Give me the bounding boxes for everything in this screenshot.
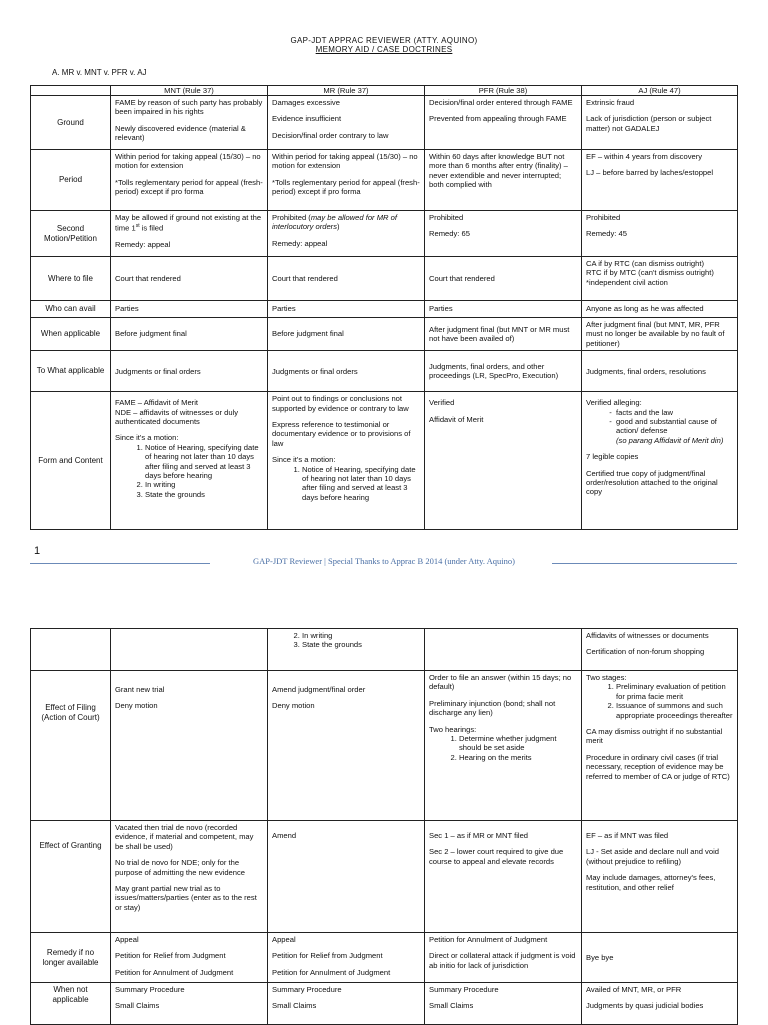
- stages-list: 1. Preliminary evaluation of petition for prima facie merit 2. Issuance of summons and such appropriate proceedings thereafter: [586, 682, 733, 720]
- cell-aj: Verified alleging: - facts and the law - good and substantial cause of action/ defense (so parang Affidavit of Merit din) 7 legible copies Certified true copy of judgment/final order/resolution attached to the original copy: [582, 392, 738, 530]
- column-header-aj: AJ (Rule 47): [582, 86, 738, 96]
- cell-mr: Prohibited (may be allowed for MR of interlocutory orders) Remedy: appeal: [268, 211, 425, 257]
- section-heading: A. MR v. MNT v. PFR v. AJ: [52, 68, 147, 77]
- column-header-pfr: PFR (Rule 38): [425, 86, 582, 96]
- cell-pfr: Verified Affidavit of Merit: [425, 392, 582, 530]
- cell-mnt: Parties: [111, 301, 268, 318]
- row-label-to-what-applicable: To What applicable: [31, 351, 111, 392]
- cell-mnt: May be allowed if ground not existing at the time 1st is filed Remedy: appeal: [111, 211, 268, 257]
- cell-mnt: Appeal Petition for Relief from Judgment Petition for Annulment of Judgment: [111, 933, 268, 983]
- cell-pfr: Summary Procedure Small Claims: [425, 983, 582, 1025]
- table-row-period: [31, 150, 738, 211]
- cell-aj: EF – as if MNT was filed LJ - Set aside and declare null and void (without prejudice to refiling) May include damages, attorney's fees, restitution, and other relief: [582, 821, 738, 933]
- cell-mr: Parties: [268, 301, 425, 318]
- table-row-second-motion: [31, 211, 738, 257]
- cell-pfr: Court that rendered: [425, 257, 582, 301]
- cell-mnt: Court that rendered: [111, 257, 268, 301]
- cell-aj: Anyone as long as he was affected: [582, 301, 738, 318]
- cell-mnt: FAME by reason of such party has probably been impaired in his rights Newly discovered evidence (material & relevant): [111, 96, 268, 150]
- allegations-list: - facts and the law - good and substantial cause of action/ defense: [586, 408, 733, 436]
- cell-mr: Damages excessive Evidence insufficient Decision/final order contrary to law: [268, 96, 425, 150]
- motion-requirements-list: 2. In writing 3. State the grounds: [272, 631, 420, 650]
- row-label-second-motion: Second Motion/Petition: [31, 211, 111, 257]
- table-header-row: [31, 86, 738, 96]
- row-label-when-not-applicable: When not applicable: [31, 983, 111, 1025]
- cell-aj: Judgments, final orders, resolutions: [582, 351, 738, 392]
- cell-pfr: Parties: [425, 301, 582, 318]
- document-subtitle: MEMORY AID / CASE DOCTRINES: [315, 45, 453, 54]
- cell-pfr: Within 60 days after knowledge BUT not more than 6 months after entry (finality) – never extendible and never interrupted; both complied with: [425, 150, 582, 211]
- cell-mr: Appeal Petition for Relief from Judgment Petition for Annulment of Judgment: [268, 933, 425, 983]
- document-title: GAP-JDT APPRAC REVIEWER (ATTY. AQUINO): [290, 36, 478, 45]
- page-number: 1: [34, 545, 41, 557]
- cell-aj: CA if by RTC (can dismiss outright) RTC if by MTC (can't dismiss outright) *independent civil action: [582, 257, 738, 301]
- cell-aj: Bye bye: [582, 933, 738, 983]
- header-empty-cell: [31, 86, 111, 96]
- table-row-form-and-content: [31, 392, 738, 530]
- cell-mnt: Vacated then trial de novo (recorded evidence, if material and competent, may be shall be used) No trial de novo for NDE; only for the purpose of admitting the new evidence May grant partial new trial as to issues/matters/parties (enter as to the rest or stay): [111, 821, 268, 933]
- row-label-period: Period: [31, 150, 111, 211]
- hearings-list: 1. Determine whether judgment should be set aside 2. Hearing on the merits: [429, 734, 577, 762]
- cell-pfr: Sec 1 – as if MR or MNT filed Sec 2 – lower court required to give due course to appeal and elevate records: [425, 821, 582, 933]
- cell-pfr: Decision/final order entered through FAME Prevented from appealing through FAME: [425, 96, 582, 150]
- cell-aj: Availed of MNT, MR, or PFR Judgments by quasi judicial bodies: [582, 983, 738, 1025]
- row-label-remedy: Remedy if no longer available: [31, 933, 111, 983]
- table-row-when-not-applicable: [31, 983, 738, 1025]
- cell-mr: Court that rendered: [268, 257, 425, 301]
- table-row-to-what-applicable: [31, 351, 738, 392]
- cell-mnt: Within period for taking appeal (15/30) – no motion for extension *Tolls reglementary period for appeal (fresh-period) except if pro forma: [111, 150, 268, 211]
- cell-pfr: [425, 629, 582, 671]
- row-label-who-can-avail: Who can avail: [31, 301, 111, 318]
- cell-mr: Before judgment final: [268, 318, 425, 351]
- cell-mnt: Before judgment final: [111, 318, 268, 351]
- cell-aj: Extrinsic fraud Lack of jurisdiction (person or subject matter) not GADALEJ: [582, 96, 738, 150]
- table-row-effect-of-filing: [31, 671, 738, 821]
- cell-mr: [268, 629, 425, 671]
- cell-mr: Amend: [268, 821, 425, 933]
- cell-label-empty: [31, 629, 111, 671]
- row-label-where-to-file: Where to file: [31, 257, 111, 301]
- comparison-table-page2: [30, 628, 738, 1025]
- cell-mr: Point out to findings or conclusions not supported by evidence or contrary to law Express reference to testimonial or documentary evidence or to provisions of law Since it's a motion: 1. Notice of Hearing, specifying date of hearing not later than 10 days after filing and served at least 3 days before hearing: [268, 392, 425, 530]
- cell-mnt: Judgments or final orders: [111, 351, 268, 392]
- table-row-remedy: [31, 933, 738, 983]
- table-row-continued: [31, 629, 738, 671]
- table-row-ground: [31, 96, 738, 150]
- cell-mnt: Grant new trial Deny motion: [111, 671, 268, 821]
- cell-aj: Affidavits of witnesses or documents Certification of non-forum shopping: [582, 629, 738, 671]
- cell-mnt: [111, 629, 268, 671]
- table-row-when-applicable: [31, 318, 738, 351]
- column-header-mnt: MNT (Rule 37): [111, 86, 268, 96]
- row-label-ground: Ground: [31, 96, 111, 150]
- motion-requirements-list: 1. Notice of Hearing, specifying date of hearing not later than 10 days after filing and served at least 3 days before hearing 2. In writing 3. State the grounds: [115, 443, 263, 499]
- cell-aj: Prohibited Remedy: 45: [582, 211, 738, 257]
- cell-pfr: Judgments, final orders, and other proceedings (LR, SpecPro, Execution): [425, 351, 582, 392]
- table-row-where-to-file: [31, 257, 738, 301]
- row-label-effect-of-filing: Effect of Filing (Action of Court): [31, 671, 111, 821]
- cell-mr: Summary Procedure Small Claims: [268, 983, 425, 1025]
- cell-aj: Two stages: 1. Preliminary evaluation of petition for prima facie merit 2. Issuance of summons and such appropriate proceedings thereafter CA may dismiss outright if no substantial merit Procedure in ordinary civil cases (if trial necessary, reception of evidence may be referred to member of CA or judge of RTC): [582, 671, 738, 821]
- column-header-mr: MR (Rule 37): [268, 86, 425, 96]
- row-label-effect-of-granting: Effect of Granting: [31, 821, 111, 933]
- table-row-who-can-avail: [31, 301, 738, 318]
- cell-pfr: After judgment final (but MNT or MR must not have been availed of): [425, 318, 582, 351]
- cell-mr: Judgments or final orders: [268, 351, 425, 392]
- cell-aj: After judgment final (but MNT, MR, PFR must no longer be available by no fault of petitioner): [582, 318, 738, 351]
- table-row-effect-of-granting: [31, 821, 738, 933]
- cell-aj: EF – within 4 years from discovery LJ – before barred by laches/estoppel: [582, 150, 738, 211]
- cell-pfr: Order to file an answer (within 15 days; no default) Preliminary injunction (bond; shall not discharge any lien) Two hearings: 1. Determine whether judgment should be set aside 2. Hearing on the merits: [425, 671, 582, 821]
- cell-mnt: Summary Procedure Small Claims: [111, 983, 268, 1025]
- motion-requirements-list: 1. Notice of Hearing, specifying date of hearing not later than 10 days after filing and served at least 3 days before hearing: [272, 465, 420, 503]
- row-label-when-applicable: When applicable: [31, 318, 111, 351]
- cell-mr: Amend judgment/final order Deny motion: [268, 671, 425, 821]
- row-label-form-and-content: Form and Content: [31, 392, 111, 530]
- cell-mnt: FAME – Affidavit of Merit NDE – affidavits of witnesses or duly authenticated documents Since it's a motion: 1. Notice of Hearing, specifying date of hearing not later than 10 days after filing and served at least 3 days before hearing 2. In writing 3. State the grounds: [111, 392, 268, 530]
- comparison-table-page1: [30, 85, 738, 530]
- footer-text: GAP-JDT Reviewer | Special Thanks to Apprac B 2014 (under Atty. Aquino): [253, 556, 515, 566]
- cell-pfr: Petition for Annulment of Judgment Direct or collateral attack if judgment is void ab initio for lack of jurisdiction: [425, 933, 582, 983]
- cell-pfr: Prohibited Remedy: 65: [425, 211, 582, 257]
- cell-mr: Within period for taking appeal (15/30) – no motion for extension *Tolls reglementary period for appeal (fresh-period) except if pro forma: [268, 150, 425, 211]
